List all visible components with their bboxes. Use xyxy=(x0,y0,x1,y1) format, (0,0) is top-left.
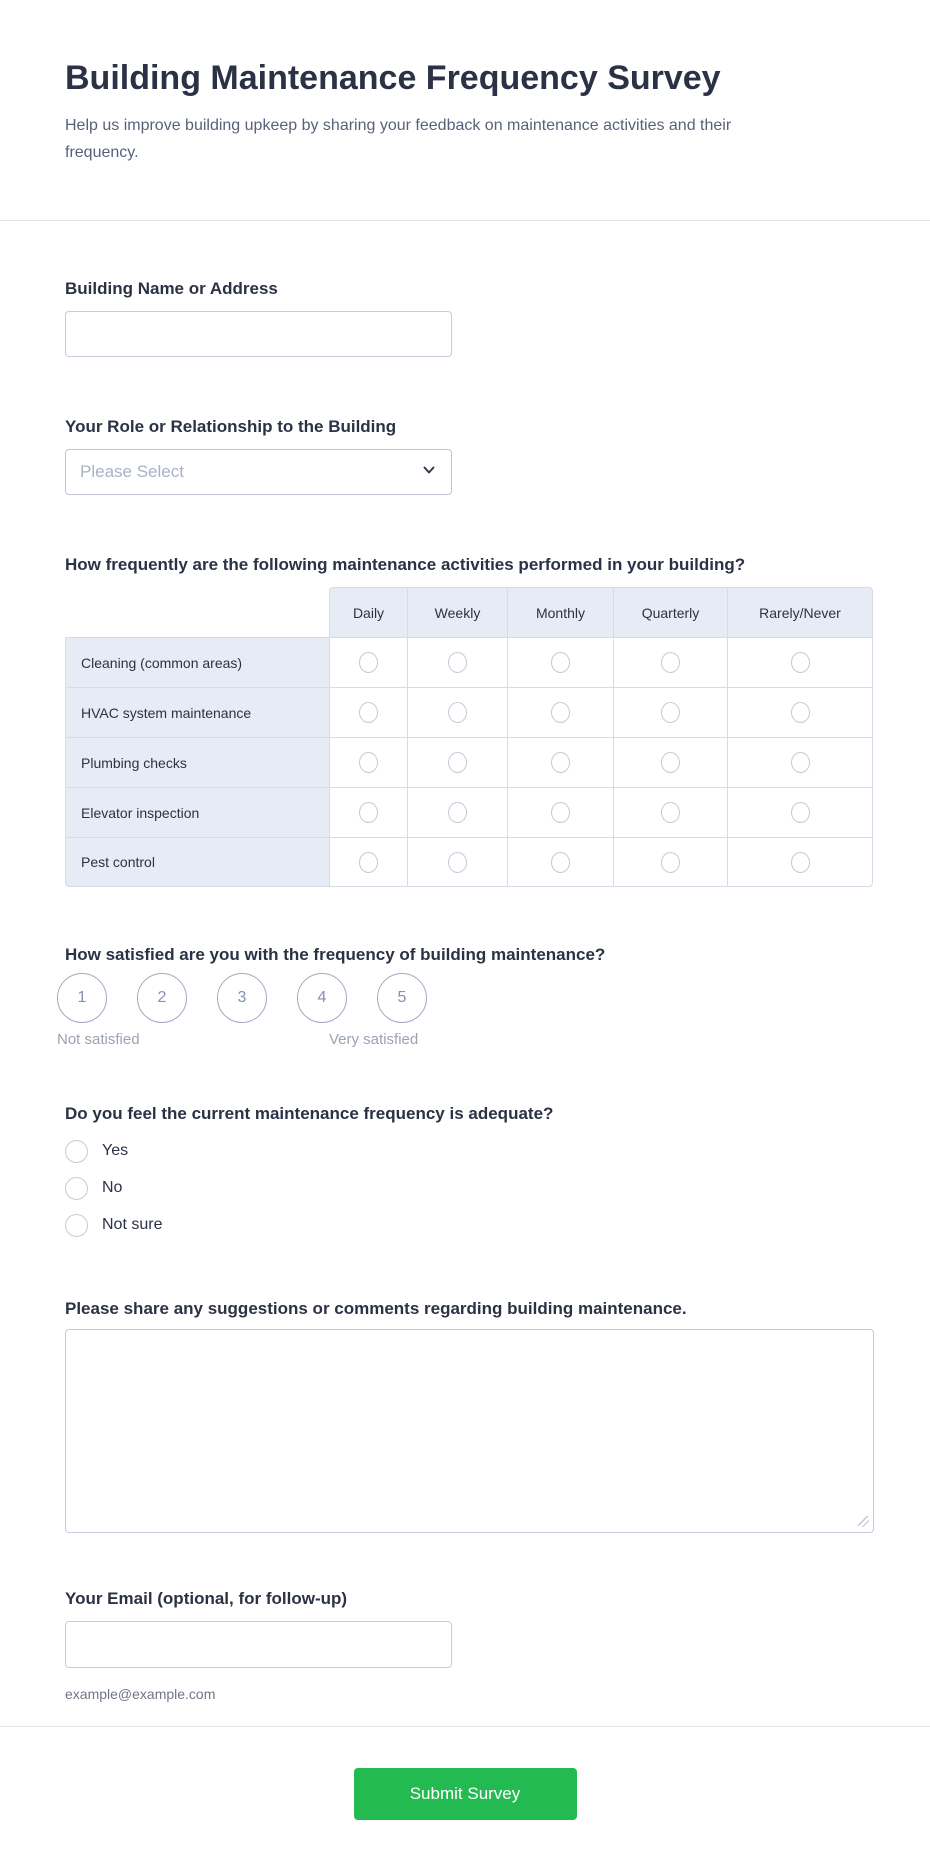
page-subtitle: Help us improve building upkeep by sharing your feedback on maintenance activities and their frequency. xyxy=(65,117,732,161)
matrix-radio[interactable] xyxy=(661,652,680,673)
matrix-col-header: Weekly xyxy=(407,587,507,637)
scale-end-labels xyxy=(57,1031,874,1049)
matrix-radio[interactable] xyxy=(359,702,378,723)
role-select-placeholder: Please Select xyxy=(80,462,184,481)
radio-option-not-sure[interactable] xyxy=(65,1210,874,1240)
matrix-radio[interactable] xyxy=(448,702,467,723)
radio-option-no[interactable] xyxy=(65,1173,874,1203)
matrix-radio[interactable] xyxy=(791,852,810,873)
matrix-row xyxy=(65,837,873,887)
matrix-col-header: Rarely/Never xyxy=(727,587,873,637)
comments-label: Please share any suggestions or comments regarding building maintenance. xyxy=(65,1299,687,1318)
scale-option-5[interactable]: 5 xyxy=(377,973,427,1023)
matrix-radio[interactable] xyxy=(551,702,570,723)
satisfaction-section xyxy=(57,943,874,1049)
adequate-options xyxy=(65,1136,874,1240)
form-header xyxy=(0,0,930,220)
matrix-radio[interactable] xyxy=(359,852,378,873)
matrix-radio[interactable] xyxy=(359,802,378,823)
matrix-radio[interactable] xyxy=(551,852,570,873)
matrix-row-label: Pest control xyxy=(65,837,329,887)
building-name-section xyxy=(65,277,874,357)
matrix-radio[interactable] xyxy=(359,752,378,773)
role-label: Your Role or Relationship to the Building xyxy=(65,417,397,436)
matrix-col-header: Monthly xyxy=(507,587,613,637)
scale-option-3[interactable]: 3 xyxy=(217,973,267,1023)
page-title: Building Maintenance Frequency Survey xyxy=(65,59,721,97)
matrix-row xyxy=(65,737,873,787)
matrix-row-label: HVAC system maintenance xyxy=(65,687,329,737)
building-name-input[interactable] xyxy=(65,311,452,357)
building-name-label: Building Name or Address xyxy=(65,279,278,298)
comments-section xyxy=(65,1297,874,1533)
matrix-radio[interactable] xyxy=(551,652,570,673)
matrix-radio[interactable] xyxy=(791,752,810,773)
matrix-row-label: Cleaning (common areas) xyxy=(65,637,329,687)
adequate-section xyxy=(65,1102,874,1240)
header-divider xyxy=(0,220,930,221)
comments-textarea[interactable] xyxy=(65,1329,874,1533)
matrix-radio[interactable] xyxy=(791,702,810,723)
matrix-row-label: Elevator inspection xyxy=(65,787,329,837)
radio-circle-icon[interactable] xyxy=(65,1140,88,1163)
matrix-radio[interactable] xyxy=(551,752,570,773)
matrix-radio[interactable] xyxy=(791,652,810,673)
chevron-down-icon xyxy=(421,462,437,483)
email-input[interactable] xyxy=(65,1621,452,1668)
matrix-radio[interactable] xyxy=(448,752,467,773)
radio-circle-icon[interactable] xyxy=(65,1214,88,1237)
matrix-radio[interactable] xyxy=(448,852,467,873)
matrix-row-label: Plumbing checks xyxy=(65,737,329,787)
resize-handle-icon[interactable] xyxy=(858,1516,869,1527)
matrix-radio[interactable] xyxy=(661,702,680,723)
submit-button[interactable]: Submit Survey xyxy=(354,1768,577,1820)
submit-area xyxy=(0,1727,930,1876)
matrix-radio[interactable] xyxy=(661,852,680,873)
scale-option-2[interactable]: 2 xyxy=(137,973,187,1023)
role-section xyxy=(65,415,874,495)
role-select[interactable] xyxy=(65,449,452,495)
radio-circle-icon[interactable] xyxy=(65,1177,88,1200)
matrix-col-header: Quarterly xyxy=(613,587,727,637)
matrix-radio[interactable] xyxy=(661,802,680,823)
matrix-radio[interactable] xyxy=(448,652,467,673)
matrix-col-header: Daily xyxy=(329,587,407,637)
matrix-radio[interactable] xyxy=(359,652,378,673)
radio-option-label: Yes xyxy=(102,1142,129,1159)
scale-max-label: Very satisfied xyxy=(329,1031,419,1048)
radio-option-label: No xyxy=(102,1179,123,1196)
matrix-radio[interactable] xyxy=(661,752,680,773)
scale-min-label: Not satisfied xyxy=(57,1031,140,1048)
satisfaction-question: How satisfied are you with the frequency of building maintenance? xyxy=(65,945,606,964)
satisfaction-scale xyxy=(57,973,874,1023)
adequate-question: Do you feel the current maintenance frequency is adequate? xyxy=(65,1104,554,1123)
email-section xyxy=(65,1587,874,1702)
matrix-question: How frequently are the following maintenance activities performed in your building? xyxy=(65,555,746,574)
matrix-corner-cell xyxy=(65,587,329,637)
matrix-header-row xyxy=(65,587,873,637)
scale-option-1[interactable]: 1 xyxy=(57,973,107,1023)
matrix-radio[interactable] xyxy=(448,802,467,823)
matrix-row xyxy=(65,687,873,737)
matrix-row xyxy=(65,787,873,837)
matrix-radio[interactable] xyxy=(551,802,570,823)
matrix-table xyxy=(65,587,873,887)
radio-option-label: Not sure xyxy=(102,1216,163,1233)
matrix-radio[interactable] xyxy=(791,802,810,823)
email-label: Your Email (optional, for follow-up) xyxy=(65,1589,348,1608)
scale-option-4[interactable]: 4 xyxy=(297,973,347,1023)
matrix-row xyxy=(65,637,873,687)
radio-option-yes[interactable] xyxy=(65,1136,874,1166)
email-helper-text: example@example.com xyxy=(65,1686,216,1702)
matrix-section xyxy=(65,553,874,887)
